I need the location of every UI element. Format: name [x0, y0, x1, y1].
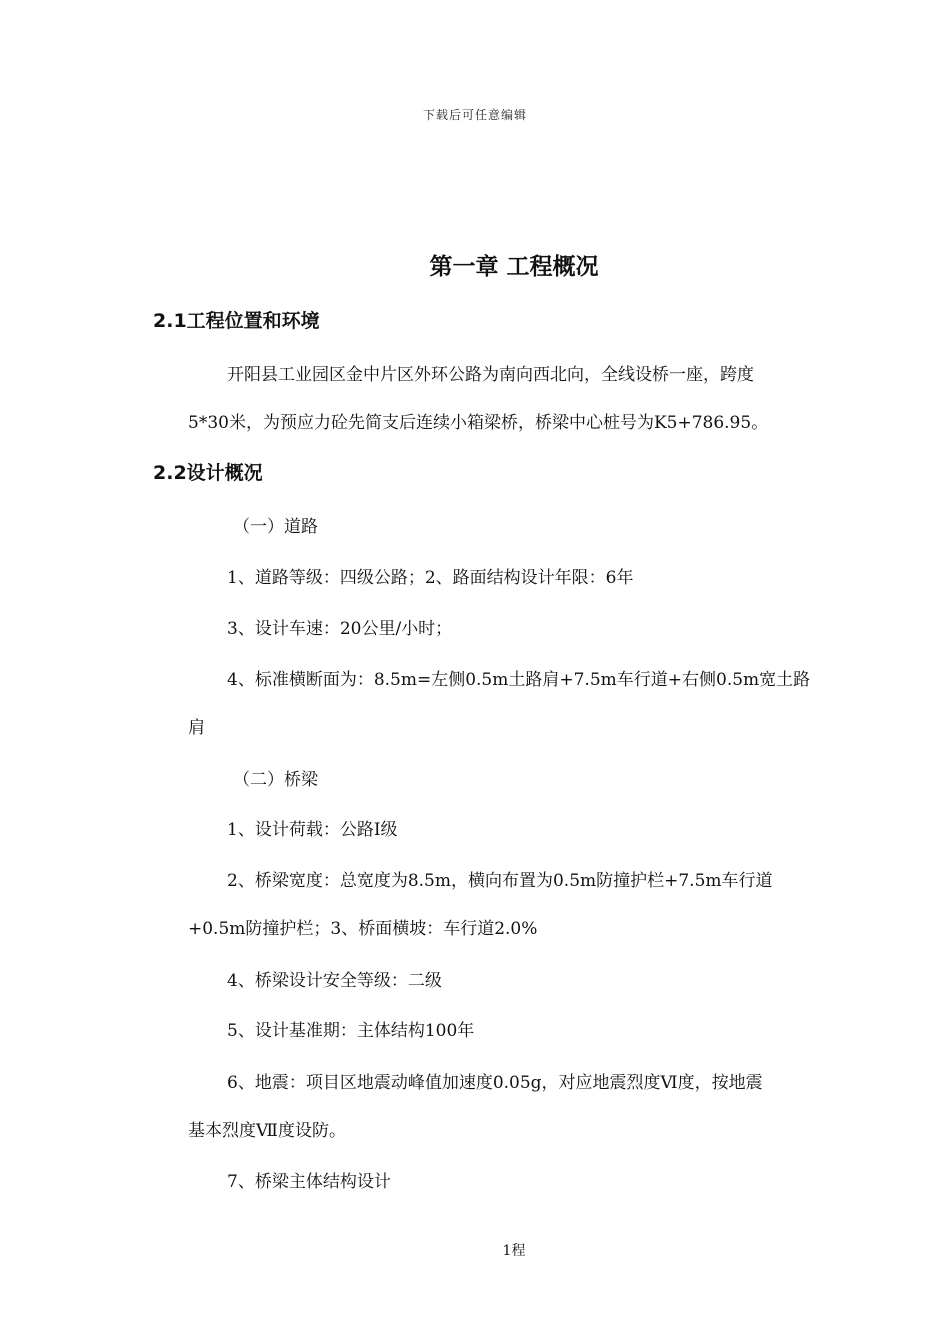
road-item-4-line2: 肩: [188, 718, 205, 738]
location-paragraph-line2: 5*30米，为预应力砼先简支后连续小箱梁桥，桥梁中心桩号为K5+786.95。: [188, 413, 769, 433]
page-number: 1程: [502, 1243, 526, 1259]
section-heading-design: 2.2设计概况: [153, 462, 263, 484]
location-paragraph-line1: 开阳县工业园区金中片区外环公路为南向西北向，全线设桥一座，跨度: [227, 365, 754, 385]
bridge-item-6-line1: 6、地震：项目区地震动峰值加速度0.05g，对应地震烈度Ⅵ度，按地震: [227, 1073, 763, 1093]
bridge-item-7: 7、桥梁主体结构设计: [227, 1172, 391, 1192]
bridge-item-6-line2: 基本烈度Ⅶ度设防。: [188, 1121, 346, 1141]
page-header-note: 下载后可任意编辑: [422, 108, 527, 122]
bridge-item-4: 4、桥梁设计安全等级：二级: [227, 971, 442, 991]
road-item-1-2: 1、道路等级：四级公路；2、路面结构设计年限：6年: [227, 568, 634, 588]
road-subtitle: （一）道路: [233, 517, 318, 537]
bridge-subtitle: （二）桥梁: [233, 770, 318, 790]
bridge-item-2-line1: 2、桥梁宽度：总宽度为8.5m，横向布置为0.5m防撞护栏+7.5m车行道: [227, 871, 773, 891]
chapter-title: 第一章 工程概况: [429, 254, 599, 280]
road-item-3: 3、设计车速：20公里/小时；: [227, 619, 453, 639]
section-heading-location: 2.1工程位置和环境: [153, 310, 320, 332]
road-item-4-line1: 4、标准横断面为：8.5m=左侧0.5m土路肩+7.5m车行道+右侧0.5m宽土路: [227, 670, 811, 690]
bridge-item-1: 1、设计荷载：公路Ⅰ级: [227, 820, 398, 840]
bridge-item-5: 5、设计基准期：主体结构100年: [227, 1021, 475, 1041]
bridge-item-2-line2: +0.5m防撞护栏；3、桥面横坡：车行道2.0%: [188, 919, 538, 939]
